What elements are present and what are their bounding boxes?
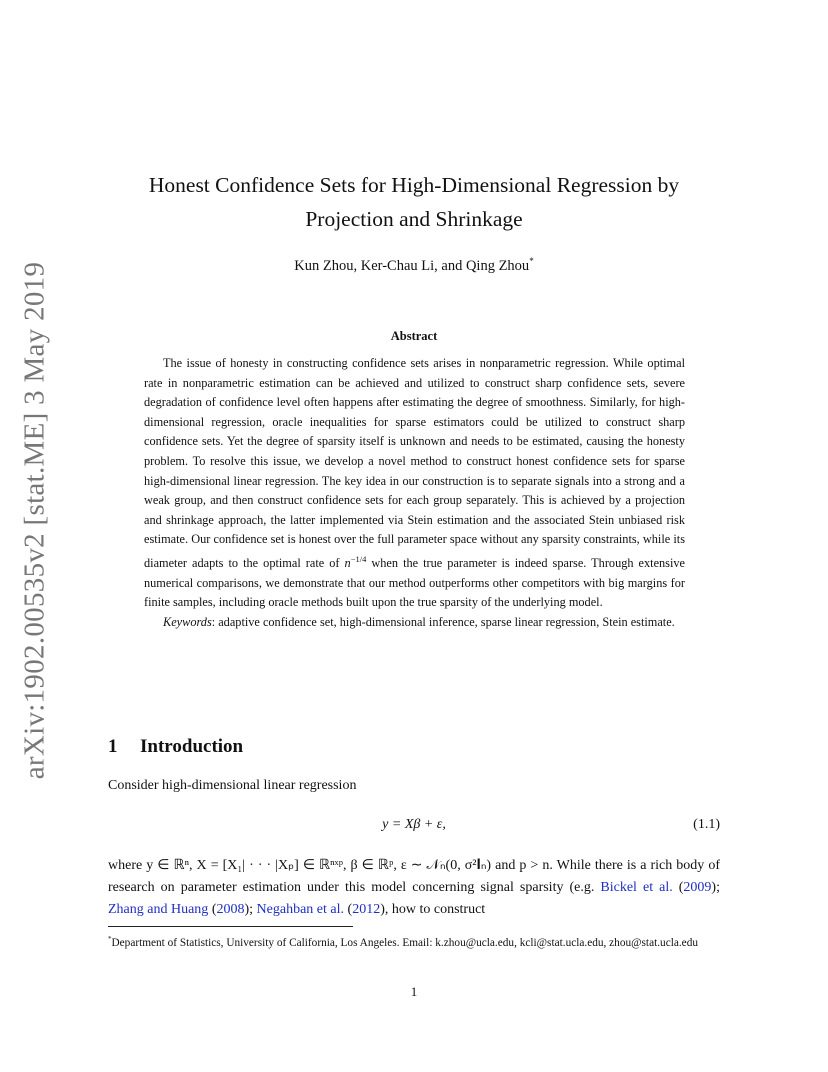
abstract-paragraph <box>144 354 685 613</box>
equation-expression: y = Xβ + ε, <box>382 817 446 832</box>
abstract-body <box>144 354 685 632</box>
citation-bickel[interactable]: Bickel et al. <box>600 880 673 895</box>
keywords-label: Keywords <box>163 614 212 629</box>
author-footnote-mark: * <box>529 256 534 266</box>
intro-sentence: Consider high-dimensional linear regression <box>108 778 357 793</box>
keywords-paragraph <box>144 613 685 633</box>
section-heading-introduction <box>108 736 243 758</box>
abstract-text-2: when the true parameter is indeed sparse. Through extensive numerical comparisons, we demonstrate that our method outperforms other competitors with big margins for finite samples, including oracle methods built upon the true sparsity of the underlying model. <box>144 556 685 610</box>
equation-number: (1.1) <box>693 817 720 832</box>
footnote-mark: * <box>108 935 112 943</box>
citation-negahban-year[interactable]: 2012 <box>352 902 381 917</box>
citation-bickel-year[interactable]: 2009 <box>683 880 712 895</box>
footnote <box>108 931 720 951</box>
citation-negahban[interactable]: Negahban et al. <box>256 902 345 917</box>
title-line-1: Honest Confidence Sets for High-Dimensional Regression by <box>148 173 680 197</box>
section-title: Introduction <box>140 736 244 757</box>
abstract-rate-exponent: −1/4 <box>350 553 367 564</box>
intro-paragraph: where y ∈ ℝⁿ, X = [X₁| · · · |Xₚ] ∈ ℝⁿˣᵖ, β ∈ ℝᵖ, ε ∼ 𝒩ₙ(0, σ²𝐈ₙ) and p > n. While there is a rich body of research on parameter estimation under this model concerning signal sparsity (e.g. Bickel et al. (2009); Zhang and Huang (2008); Negahban et al. (2012), how to construct <box>108 858 720 917</box>
author-list <box>108 256 720 275</box>
footnote-rule <box>108 926 353 927</box>
citation-zhang-huang-year[interactable]: 2008 <box>216 902 245 917</box>
footnote-text: Department of Statistics, University of California, Los Angeles. Email: k.zhou@ucla.edu, kcli@stat.ucla.edu, zhou@stat.ucla.edu <box>111 936 698 949</box>
abstract-text-1: The issue of honesty in constructing confidence sets arises in nonparametric regression. While optimal rate in nonparametric estimation can be achieved and utilized to construct sharp confidence sets, severe degradation of confidence level often happens after estimating the degree of smoothness. Similarly, for high-dimensional regression, oracle inequalities for sparse estimators could be utilized to construct sharp confidence sets. Yet the degree of sparsity itself is unknown and needs to be estimated, causing the honesty problem. To resolve this issue, we develop a novel method to construct honest confidence sets for sparse high-dimensional linear regression. The key idea in our construction is to separate signals into a strong and a weak group, and then construct confidence sets for each group separately. This is achieved by a projection and shrinkage approach, the latter implemented via Stein estimation and the associated Stein unbiased risk estimate. Our confidence set is honest over the full parameter space without any sparsity constraints, while its diameter adapts to the optimal rate of <box>144 356 685 571</box>
paper-title <box>108 168 720 236</box>
arxiv-stamp-text: arXiv:1902.00535v2 [stat.ME] 3 May 2019 <box>18 261 51 779</box>
intro-paragraph-tail: ), how to construct <box>380 902 486 917</box>
title-line-2: Projection and Shrinkage <box>305 207 523 231</box>
arxiv-stamp <box>0 261 70 779</box>
page-number: 1 <box>410 984 418 999</box>
section-number: 1 <box>108 736 118 757</box>
keywords-list: : adaptive confidence set, high-dimensional inference, sparse linear regression, Stein estimate. <box>211 614 675 629</box>
intro-paragraph-text: where y ∈ ℝⁿ, X = [X₁| · · · |Xₚ] ∈ ℝⁿˣᵖ, β ∈ ℝᵖ, ε ∼ 𝒩ₙ(0, σ²𝐈ₙ) and p > n. While there is a rich body of research on parameter estimation under this model concerning signal sparsity (e.g. <box>108 858 720 895</box>
abstract-rate-n: n <box>344 556 351 571</box>
citation-zhang-huang[interactable]: Zhang and Huang <box>108 902 209 917</box>
abstract-heading: Abstract <box>390 329 438 343</box>
authors-text: Kun Zhou, Ker-Chau Li, and Qing Zhou <box>294 257 530 274</box>
